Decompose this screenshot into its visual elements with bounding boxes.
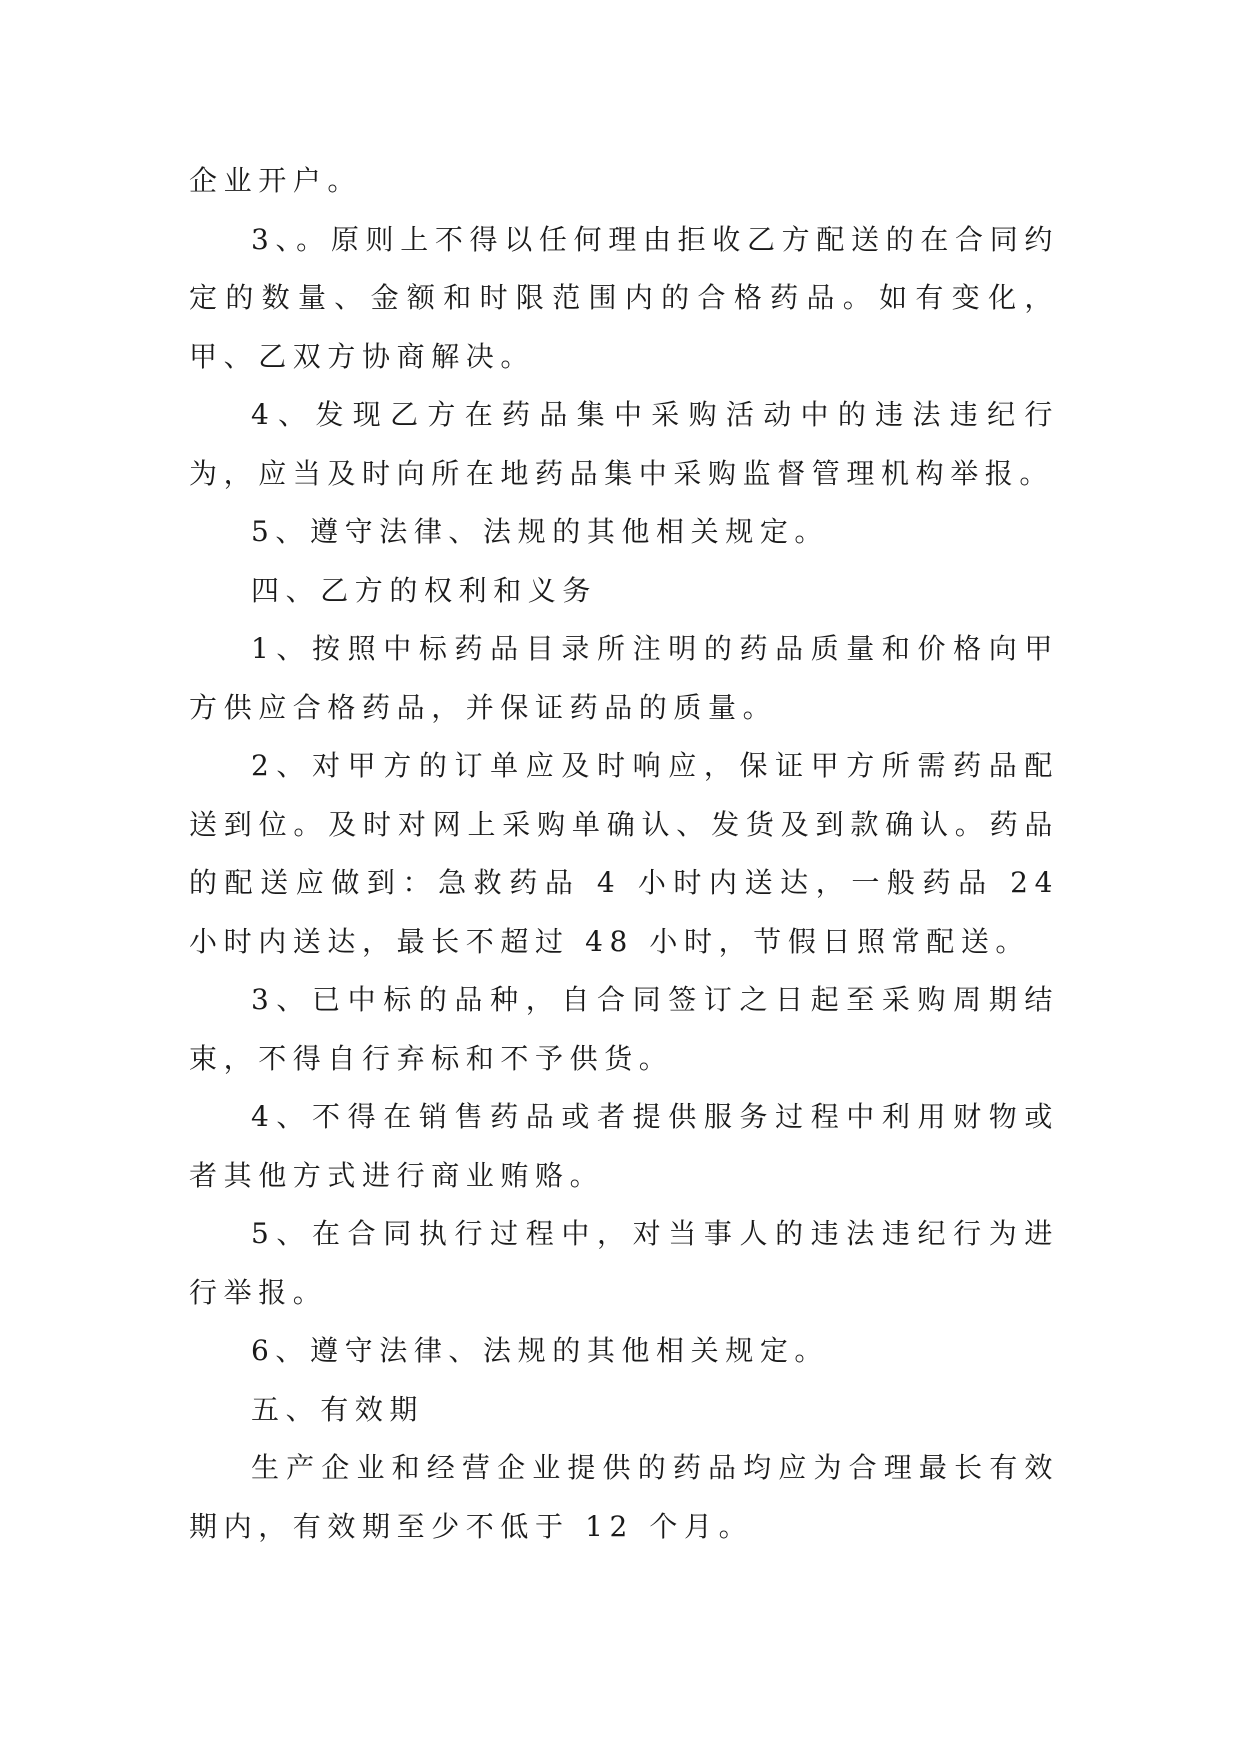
paragraph-party-a-item-4: 4、发现乙方在药品集中采购活动中的违法违纪行为，应当及时向所在地药品集中采购监督管理机构举报。: [189, 398, 1059, 490]
paragraph-party-b-item-3: 3、已中标的品种，自合同签订之日起至采购周期结束，不得自行弃标和不予供货。: [189, 983, 1059, 1075]
paragraph-party-b-item-2: 2、对甲方的订单应及时响应，保证甲方所需药品配送到位。及时对网上采购单确认、发货及到款确认。药品的配送应做到：急救药品 4 小时内送达，一般药品 24 小时内送达，最长不超过 48 小时，节假日照常配送。: [189, 749, 1059, 958]
paragraph-party-a-item-3: 3、。原则上不得以任何理由拒收乙方配送的在合同约定的数量、金额和时限范围内的合格药品。如有变化，甲、乙双方协商解决。: [189, 222, 1059, 373]
paragraph-party-b-item-1: 1、按照中标药品目录所注明的药品质量和价格向甲方供应合格药品，并保证药品的质量。: [189, 632, 1059, 724]
paragraph-party-b-item-6: 6、遵守法律、法规的其他相关规定。: [251, 1334, 830, 1367]
section-heading-validity-period: 五、有效期: [251, 1392, 425, 1426]
paragraph-party-b-item-4: 4、不得在销售药品或者提供服务过程中利用财物或者其他方式进行商业贿赂。: [189, 1100, 1059, 1192]
paragraph-validity-period: 生产企业和经营企业提供的药品均应为合理最长有效期内，有效期至少不低于 12 个月。: [189, 1451, 1059, 1543]
paragraph-party-b-item-5: 5、在合同执行过程中，对当事人的违法违纪行为进行举报。: [189, 1217, 1059, 1309]
section-heading-party-b-rights: 四、乙方的权利和义务: [251, 573, 598, 607]
paragraph-party-a-item-5: 5、遵守法律、法规的其他相关规定。: [251, 515, 830, 548]
paragraph-account-opening: 企业开户。: [189, 164, 363, 197]
document-body: [189, 152, 1059, 1556]
